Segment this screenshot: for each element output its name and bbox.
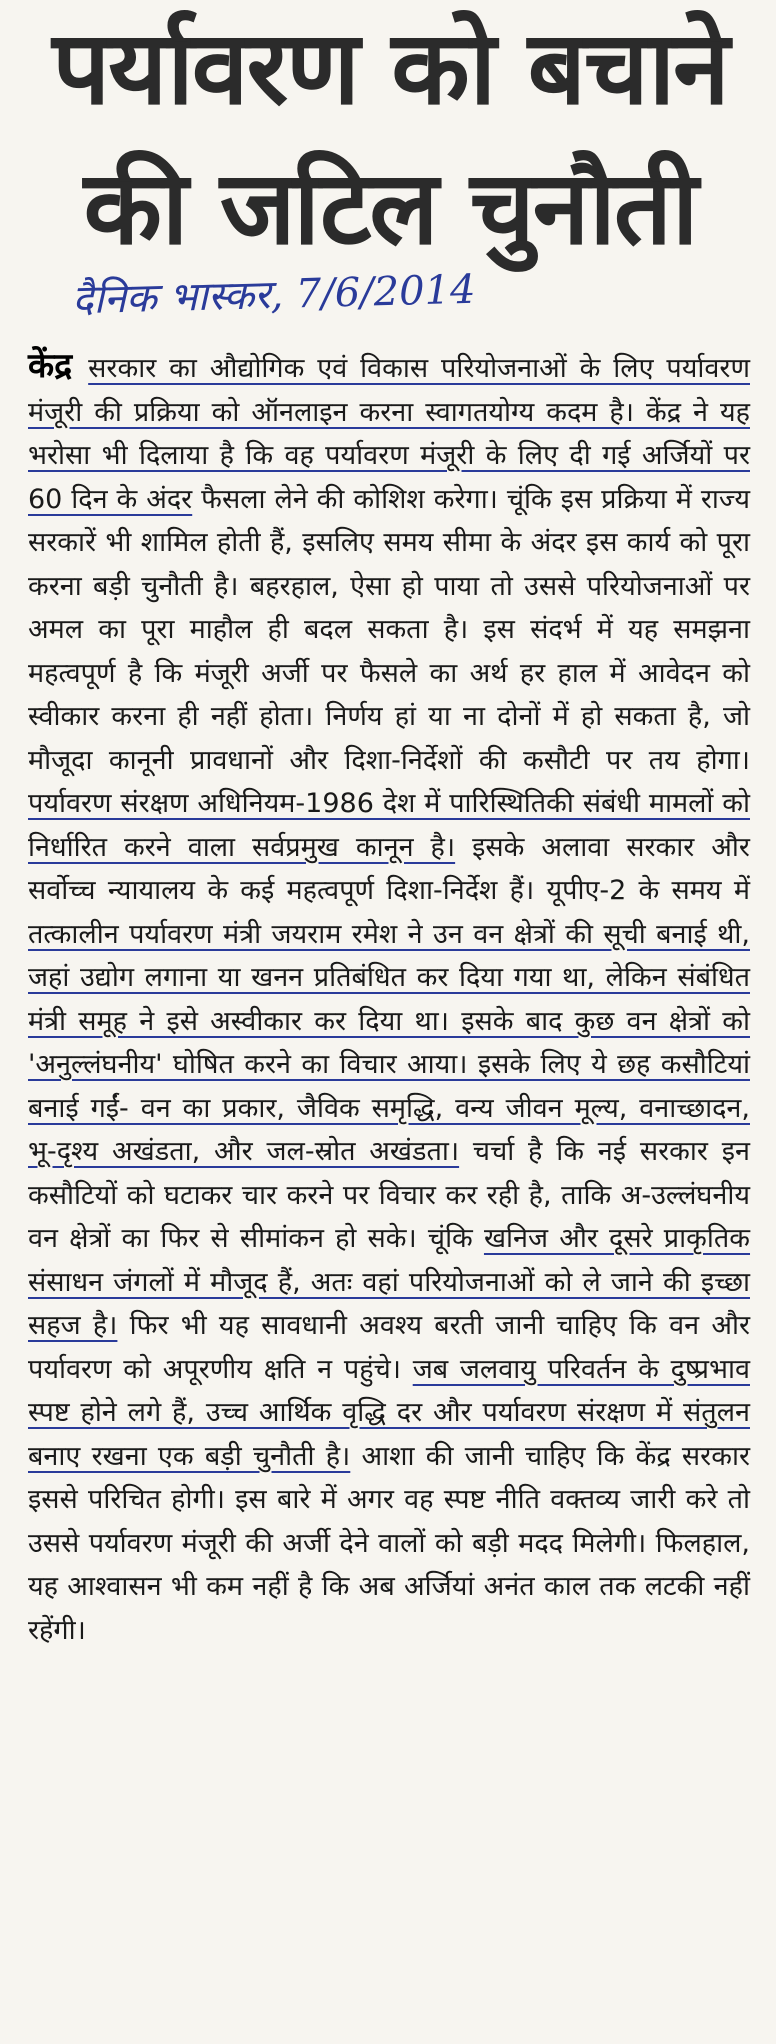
article-text-underlined-9: जब जलवायु परिवर्तन के दुष्प्रभाव स्पष्ट होने लगे हैं, उच्च आर्थिक वृद्धि दर और पर्यावरण संरक्षण में संतुलन बनाए रखना एक बड़ी चुनौती है। (28, 1353, 750, 1472)
headline-line-2: की जटिल चुनौती (83, 149, 697, 268)
article-text-4: इसके अलावा सरकार और सर्वोच्च न्यायालय के कई महत्वपूर्ण दिशा-निर्देश हैं। यूपीए-2 के समय में (28, 831, 750, 906)
article-text-8: फिर भी यह सावधानी अवश्य बरती जानी चाहिए कि वन और पर्यावरण को अपूरणीय क्षति न पहुंचे। (28, 1310, 750, 1385)
article-text-10: आशा की जानी चाहिए कि केंद्र सरकार इससे परिचित होगी। इस बारे में अगर वह स्पष्ट नीति वक्तव्य जारी करे तो उससे पर्यावरण मंजूरी की अर्जी देने वालों को बड़ी मदद मिलेगी। फिलहाल, यह आश्वासन भी कम नहीं है कि अब अर्जियां अनंत काल तक लटकी नहीं रहेंगी। (28, 1440, 750, 1646)
article-text-underlined-5: तत्कालीन पर्यावरण मंत्री जयराम रमेश ने उन वन क्षेत्रों की सूची बनाई थी, जहां उद्योग लगाना या खनन प्रतिबंधित कर दिया गया था, लेकिन संबंधित मंत्री समूह ने इसे अस्वीकार कर दिया था। इसके बाद कुछ वन क्षेत्रों को 'अनुल्लंघनीय' घोषित करने का विचार आया। इसके लिए ये छह कसौटियां बनाई गईं- वन का प्रकार, जैविक समृद्धि, वन्य जीवन मूल्य, वनाच्छादन, भू-दृश्य अखंडता, और जल-स्रोत अखंडता। (28, 918, 750, 1167)
article-text-2: फैसला लेने की कोशिश करेगा। चूंकि इस प्रक्रिया में राज्य सरकारें भी शामिल होती हैं, इसलिए समय सीमा के अंदर इस कार्य को पूरा करना बड़ी चुनौती है। बहरहाल, ऐसा हो पाया तो उससे परियोजनाओं पर अमल का पूरा माहौल ही बदल सकता है। इस संदर्भ में यह समझना महत्वपूर्ण है कि मंजूरी अर्जी पर फैसले का अर्थ हर हाल में आवेदन को स्वीकार करना ही नहीं होता। निर्णय हां या ना दोनों में हो सकता है, जो मौजूदा कानूनी प्रावधानों और दिशा-निर्देशों की कसौटी पर तय होगा। (28, 483, 750, 776)
article-text-underlined-1: सरकार का औद्योगिक एवं विकास परियोजनाओं के लिए पर्यावरण मंजूरी की प्रक्रिया को ऑनलाइन करना स्वागतयोग्य कदम है। केंद्र ने यह भरोसा भी दिलाया है कि वह पर्यावरण मंजूरी के लिए दी गई अर्जियों पर 60 दिन के अंदर (28, 353, 750, 515)
article-text-underlined-3: पर्यावरण संरक्षण अधिनियम-1986 देश में पारिस्थितिकी संबंधी मामलों को निर्धारित करने वाला सर्वप्रमुख कानून है। (28, 788, 750, 863)
headline-line-1: पर्यावरण को बचाने (52, 9, 728, 128)
article-dropcap: केंद्र (28, 346, 73, 386)
article-text-underlined-7: खनिज और दूसरे प्राकृतिक संसाधन जंगलों में मौजूद हैं, अतः वहां परियोजनाओं को ले जाने की इच्छा सहज है। (28, 1223, 751, 1341)
article-text-6: चर्चा है कि नई सरकार इन कसौटियों को घटाकर चार करने पर विचार कर रही है, ताकि अ-उल्लंघनीय वन क्षेत्रों का फिर से सीमांकन हो सके। चूंकि (28, 1136, 750, 1254)
article-body (28, 345, 750, 1652)
handwritten-source-note: दैनिक भास्कर, 7/6/2014 (71, 266, 477, 324)
